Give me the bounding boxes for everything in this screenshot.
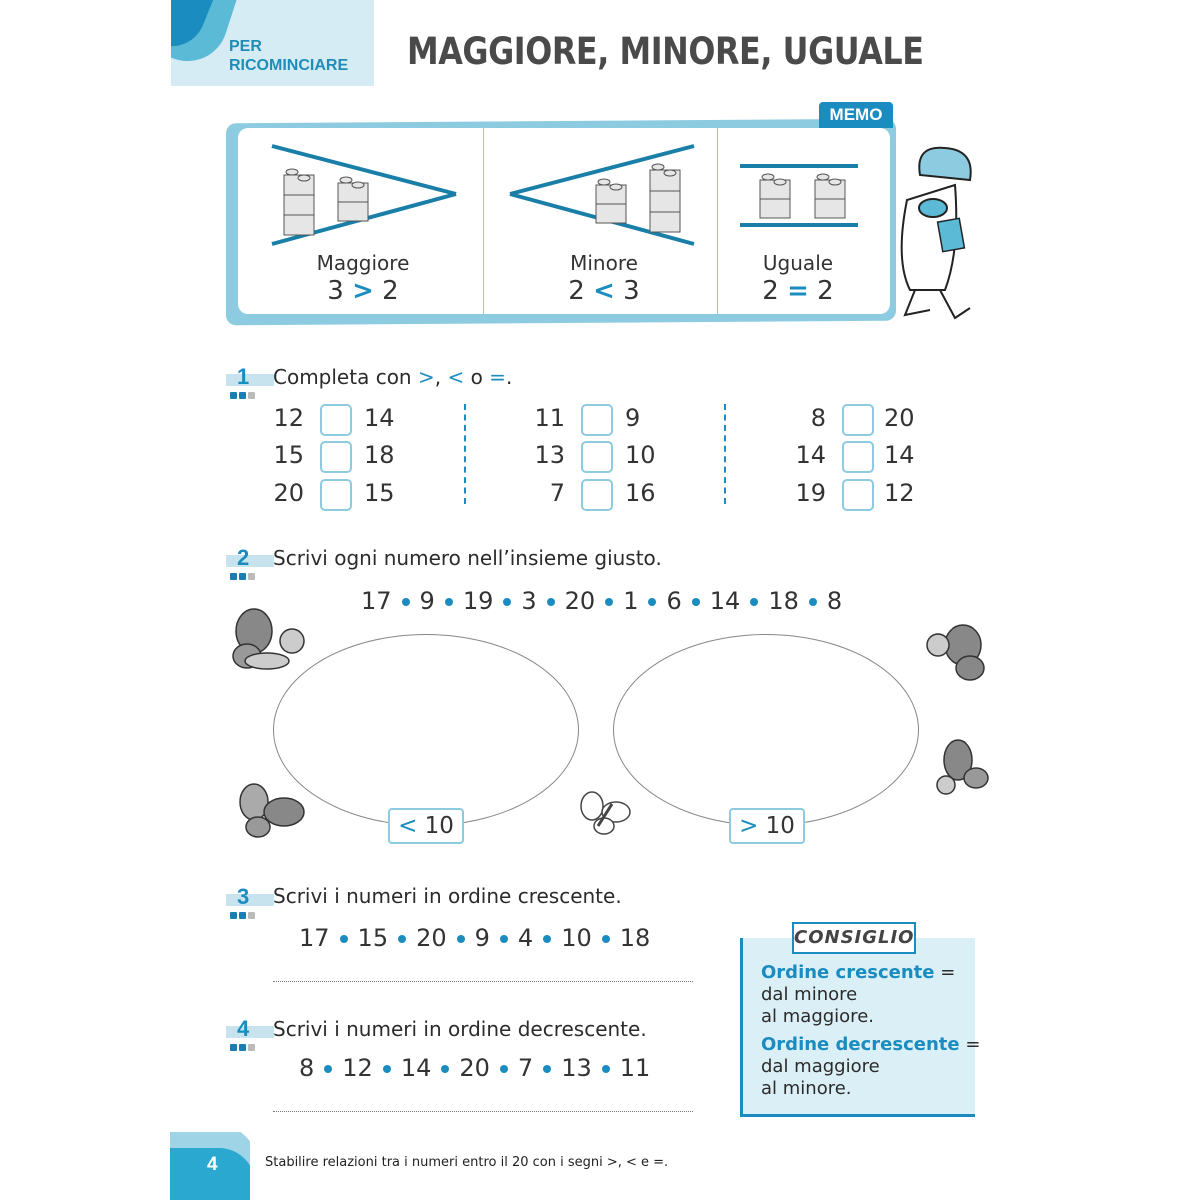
butterfly-icon <box>236 782 308 842</box>
number-sequence: 8 12 14 20 7 13 11 <box>299 1054 651 1082</box>
memo-label-minore: Minore <box>570 251 638 275</box>
answer-box[interactable] <box>842 479 874 511</box>
page-number: 4 <box>207 1154 218 1175</box>
memo-tag: MEMO <box>819 102 893 128</box>
set-label-less-than: < 10 <box>388 808 464 844</box>
set-label-greater-than: > 10 <box>729 808 805 844</box>
memo-expr-minore: 2 < 3 <box>568 276 640 306</box>
memo-label-maggiore: Maggiore <box>316 251 410 275</box>
number-sequence: 17 9 19 3 20 1 6 14 18 8 <box>361 587 843 615</box>
exercise-number-badge: 3 <box>226 888 276 924</box>
exercise-number-badge: 2 <box>226 549 276 585</box>
butterfly-icon <box>928 740 993 800</box>
answer-box[interactable] <box>320 441 352 473</box>
exercise-1-title: Completa con >, < o =. <box>273 365 513 389</box>
mascot-character-icon <box>885 140 995 330</box>
answer-box[interactable] <box>581 479 613 511</box>
exercise-number-badge: 4 <box>226 1020 276 1056</box>
memo-expr-maggiore: 3 > 2 <box>327 276 399 306</box>
answer-box[interactable] <box>842 441 874 473</box>
set-greater-than-10[interactable] <box>613 634 919 826</box>
number-sequence: 17 15 20 9 4 10 18 <box>299 924 651 952</box>
exercise-number-badge: 1 <box>226 368 276 404</box>
tip-tag: CONSIGLIO <box>792 922 916 954</box>
set-less-than-10[interactable] <box>273 634 579 826</box>
butterfly-icon <box>578 788 634 838</box>
answer-box[interactable] <box>581 441 613 473</box>
exercise-2-title: Scrivi ogni numero nell’insieme giusto. <box>273 546 662 570</box>
answer-box[interactable] <box>320 404 352 436</box>
exercise-4-title: Scrivi i numeri in ordine decrescente. <box>273 1017 647 1041</box>
answer-box[interactable] <box>320 479 352 511</box>
footer-objective: Stabilire relazioni tra i numeri entro il 20 con i segni >, < e =. <box>265 1155 669 1170</box>
tip-item-crescente: Ordine crescente = dal minore al maggiore. <box>761 962 956 1027</box>
memo-label-uguale: Uguale <box>762 251 834 275</box>
tip-item-decrescente: Ordine decrescente = dal maggiore al minore. <box>761 1034 981 1099</box>
page-title: MAGGIORE, MINORE, UGUALE <box>407 30 924 73</box>
answer-box[interactable] <box>842 404 874 436</box>
answer-box[interactable] <box>581 404 613 436</box>
butterfly-icon <box>908 620 988 685</box>
memo-expr-uguale: 2 = 2 <box>762 276 834 306</box>
section-label-line2: RICOMINCIARE <box>229 57 349 74</box>
column-divider <box>464 404 466 504</box>
answer-line[interactable] <box>273 981 693 982</box>
column-divider <box>724 404 726 504</box>
section-label-line1: PER <box>229 38 262 55</box>
answer-line[interactable] <box>273 1111 693 1112</box>
butterfly-icon <box>232 606 312 676</box>
exercise-3-title: Scrivi i numeri in ordine crescente. <box>273 884 622 908</box>
